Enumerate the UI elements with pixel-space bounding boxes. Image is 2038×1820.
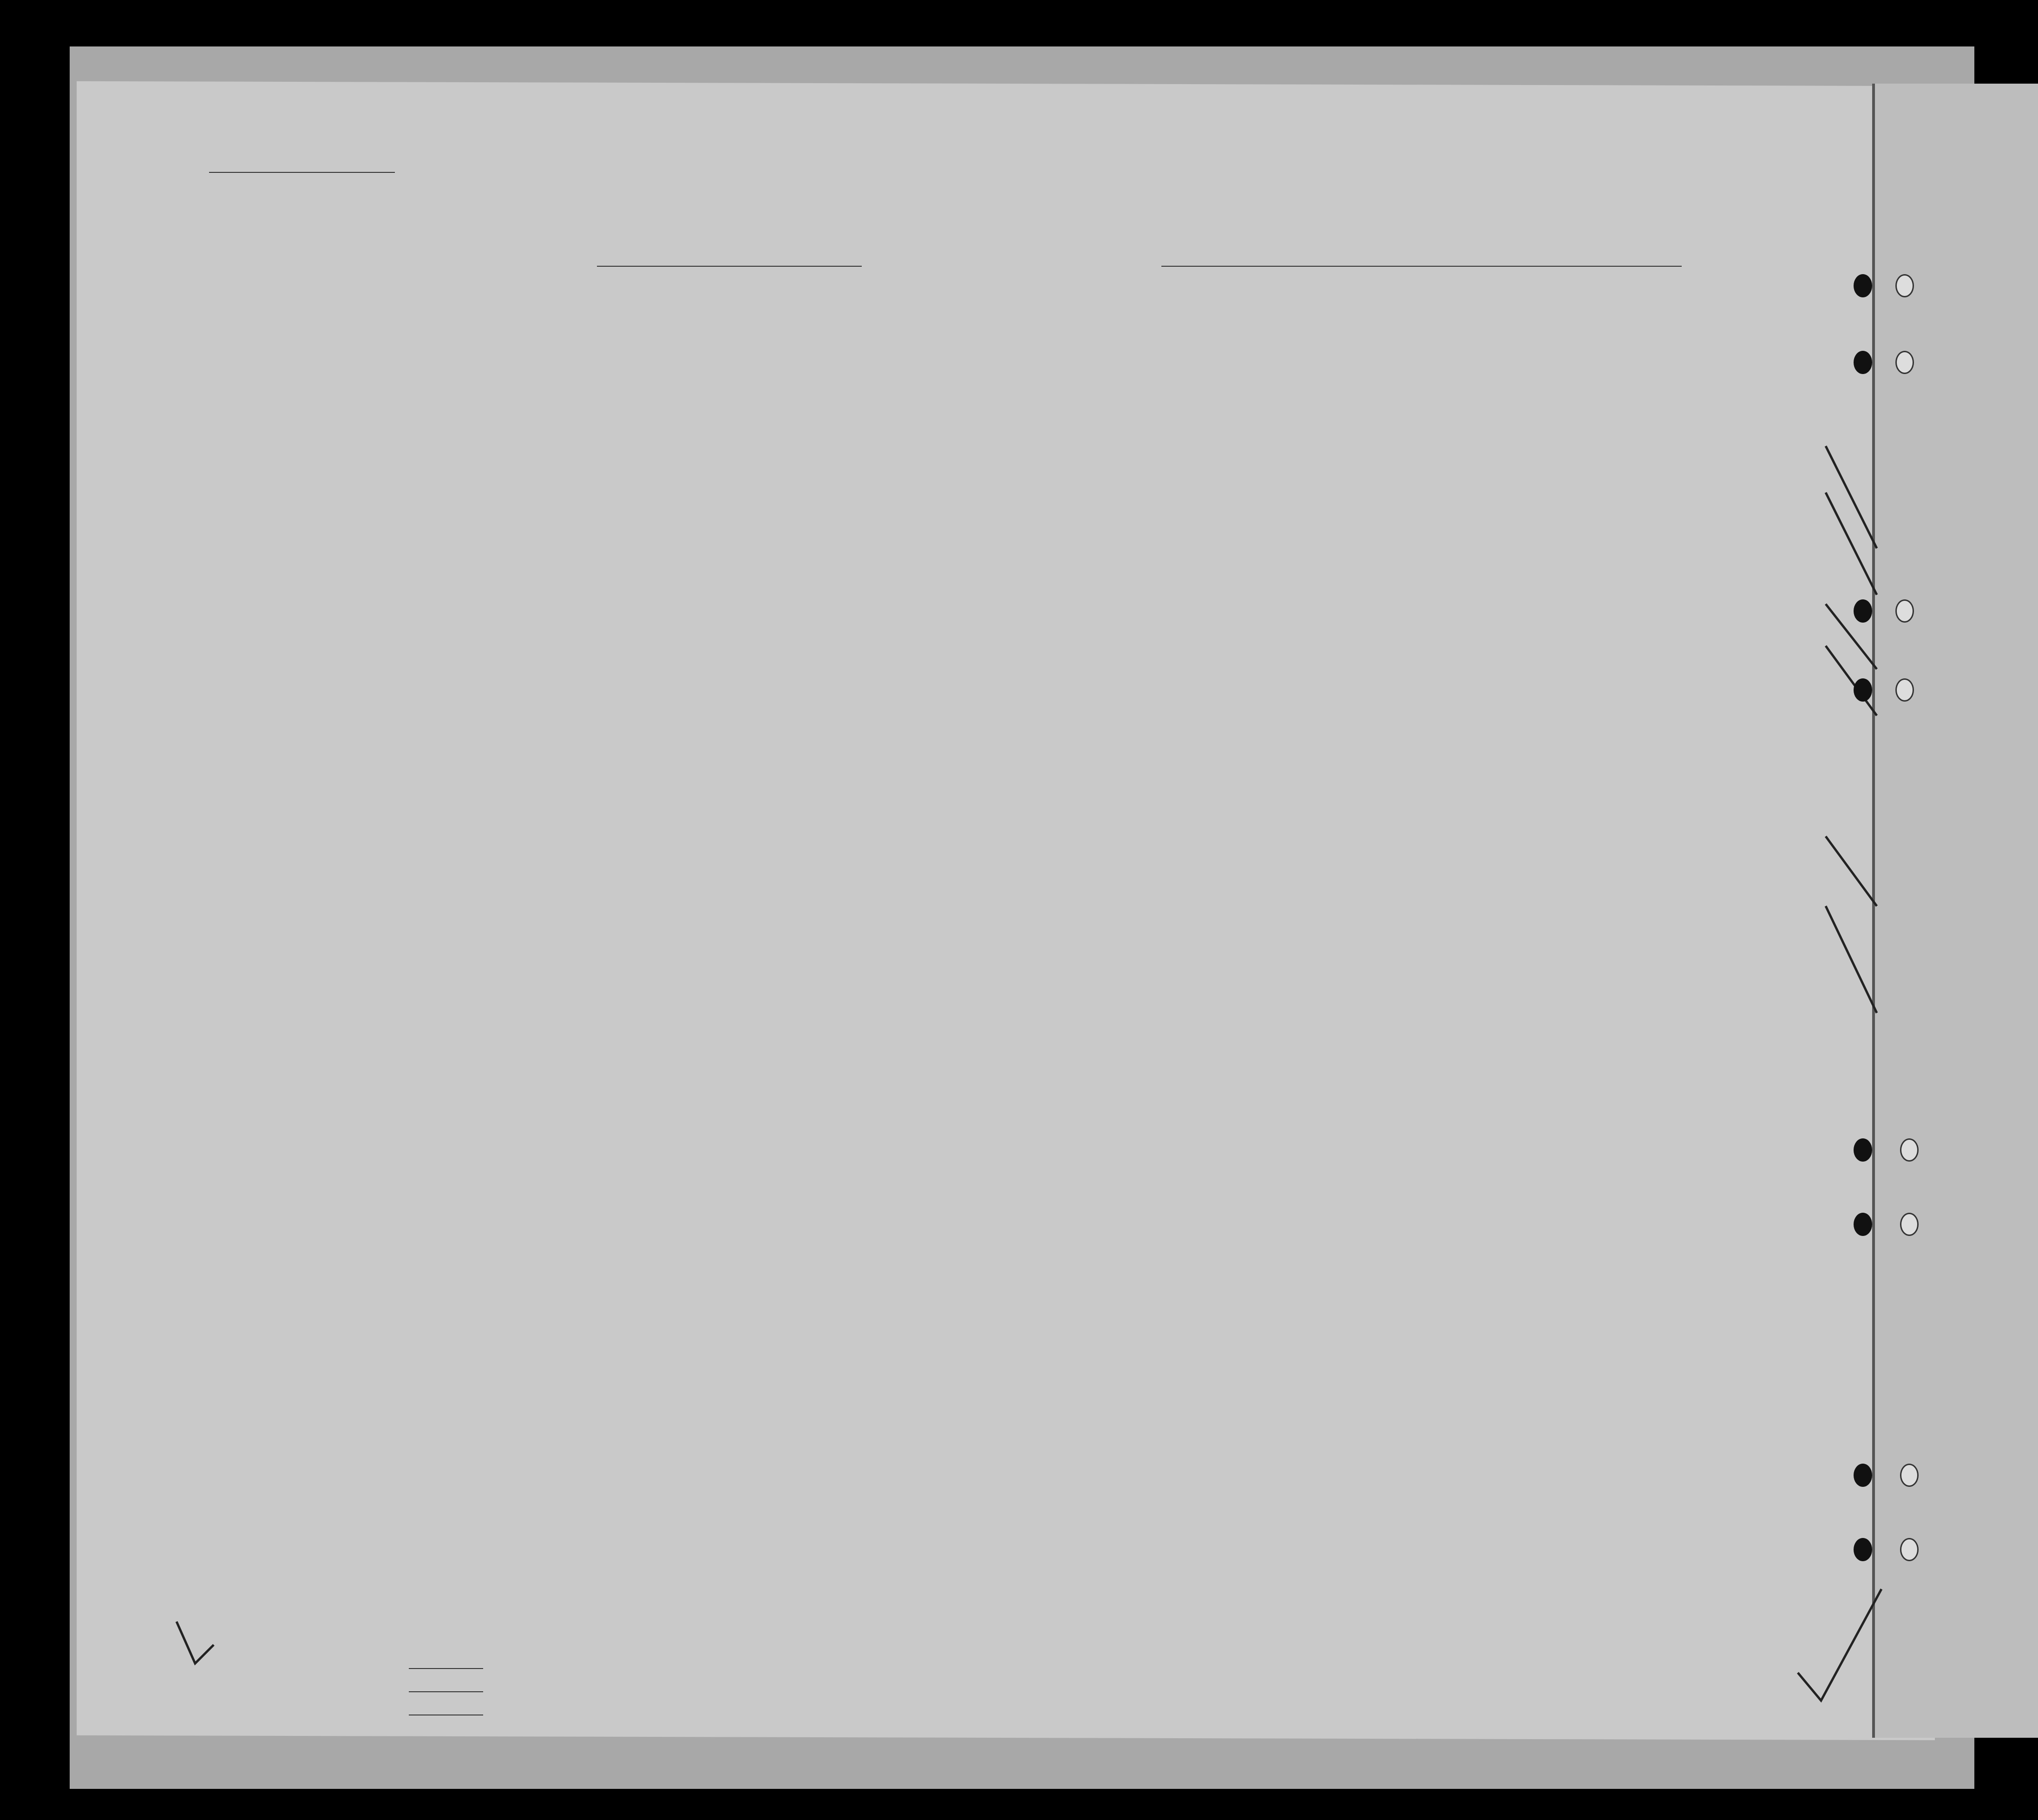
punch-hole xyxy=(1854,1464,1872,1487)
footer-total-line xyxy=(409,1668,483,1669)
punch-hole xyxy=(1854,1213,1872,1236)
punch-hole xyxy=(1854,351,1872,374)
footer-citizens-line xyxy=(409,1691,483,1692)
check-mark-1 xyxy=(1826,446,1877,548)
check-mark-6 xyxy=(1826,906,1877,1013)
punch-hole xyxy=(1895,599,1914,623)
punch-hole xyxy=(1900,1138,1919,1162)
punch-hole xyxy=(1854,1538,1872,1561)
punch-hole xyxy=(1900,1538,1919,1561)
punch-hole xyxy=(1854,1138,1872,1162)
check-mark-7 xyxy=(1798,1589,1881,1701)
punch-hole xyxy=(1854,274,1872,297)
punch-hole xyxy=(1854,678,1872,702)
punch-hole xyxy=(1900,1464,1919,1487)
punch-hole xyxy=(1895,678,1914,702)
check-mark-2 xyxy=(1826,493,1877,595)
check-mark-4 xyxy=(1826,646,1877,716)
check-mark-5 xyxy=(1826,836,1877,906)
check-mark-8 xyxy=(177,1622,214,1663)
punch-hole xyxy=(1854,599,1872,623)
punch-hole xyxy=(1900,1213,1919,1236)
punch-hole xyxy=(1895,274,1914,297)
punch-hole xyxy=(1895,351,1914,374)
